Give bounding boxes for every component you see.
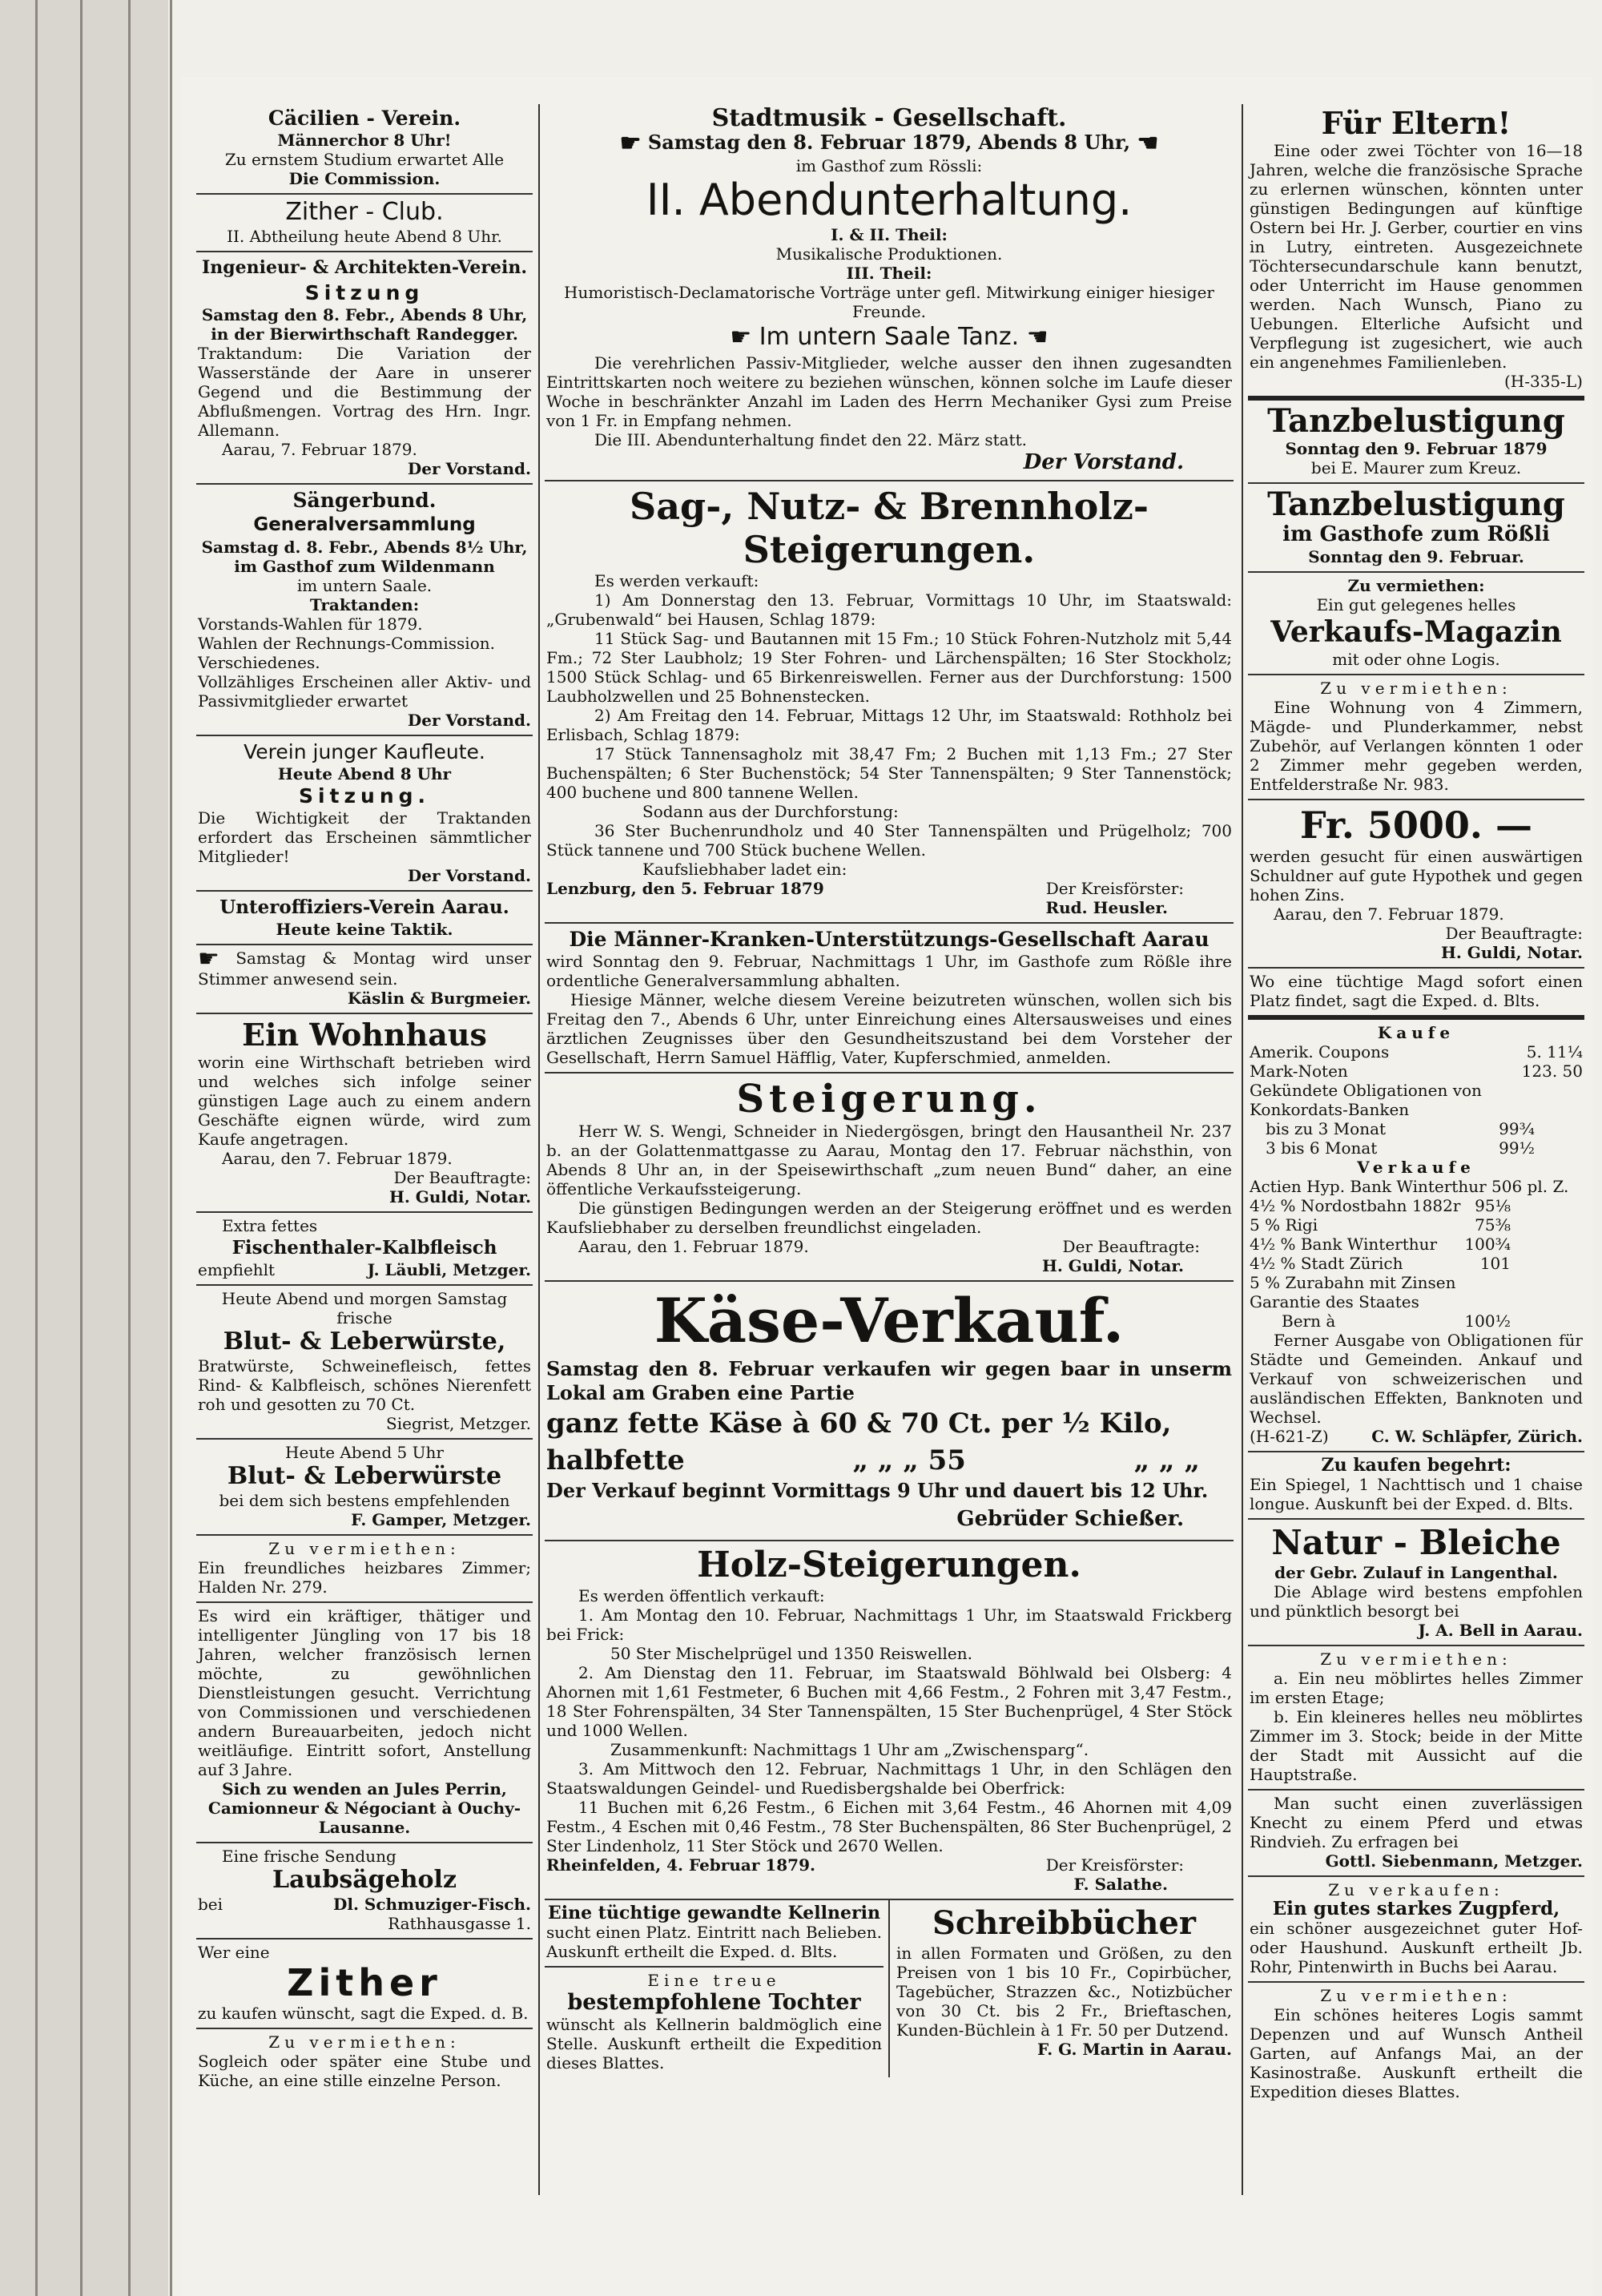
ad-signature: Gottl. Siebenmann, Metzger. bbox=[1325, 1851, 1583, 1871]
ad-brennholz bbox=[545, 481, 1234, 924]
ad-body: in allen Formaten und Größen, zu den Preisen von 1 bis 10 Fr., Copirbücher, Tagebücher, Strazzen &c., Notizbücher von 30 Ct. bis 2 Fr., Brieftaschen, Kunden-Büchlein à 1 Fr. 50 per Dutzend. bbox=[896, 1944, 1232, 2040]
ad-line: empfiehlt bbox=[198, 1259, 276, 1279]
table-cell: Amerik. Coupons bbox=[1250, 1042, 1390, 1061]
ad-unteroffiziers bbox=[196, 892, 533, 945]
ad-kellnerin bbox=[545, 1900, 884, 1968]
column-left bbox=[196, 103, 533, 2195]
ad-line: im Gasthof zum Wildenmann bbox=[234, 557, 495, 576]
ad-kalbfleisch bbox=[196, 1213, 533, 1286]
ad-body: 1. Am Montag den 10. Februar, Nachmittags 1 Uhr, im Staatswald Frickberg bei Frick: bbox=[546, 1605, 1232, 1644]
ad-body: 3. Am Mittwoch den 12. Februar, Nachmittags 1 Uhr, in den Schlägen den Staatswaldungen Geindel- und Ruedisbergshalde bei Oberfrick: bbox=[546, 1759, 1232, 1798]
ad-subtitle: im Gasthofe zum Rößli bbox=[1282, 522, 1550, 546]
ad-line: Sonntag den 9. Februar 1879 bbox=[1285, 439, 1548, 458]
pointing-hand-icon: ☛ bbox=[619, 129, 642, 158]
ad-line: I. & II. Theil: bbox=[831, 224, 948, 244]
ad-natur-bleiche bbox=[1248, 1520, 1584, 1646]
ad-date: Aarau, 7. Februar 1879. bbox=[222, 440, 417, 459]
ad-body: sucht einen Platz. Eintritt nach Belieben. Auskunft ertheilt die Exped. d. Blts. bbox=[546, 1923, 882, 1961]
ad-line: mit oder ohne Logis. bbox=[1332, 650, 1500, 669]
table-cell: 5. 11¼ bbox=[1526, 1042, 1583, 1061]
spine-edge-2 bbox=[80, 0, 83, 2296]
ad-signature: Rud. Heusler. bbox=[1045, 898, 1168, 917]
ad-line: Heute keine Taktik. bbox=[276, 920, 453, 939]
ad-subtitle: Generalversammlung bbox=[253, 514, 476, 535]
ad-blutwurst-siegrist bbox=[196, 1286, 533, 1440]
table-cell: 75⅜ bbox=[1475, 1215, 1511, 1235]
column-right bbox=[1248, 103, 1584, 2195]
ad-body: a. Ein neu möblirtes helles Zimmer im ersten Etage; bbox=[1250, 1669, 1583, 1707]
ad-wohnung bbox=[1248, 675, 1584, 800]
ad-line: Heute Abend 8 Uhr bbox=[277, 764, 452, 783]
ad-head: Zu vermiethen: bbox=[1320, 1649, 1512, 1669]
ad-title: Unteroffiziers-Verein Aarau. bbox=[219, 896, 509, 918]
ad-steigerung bbox=[545, 1073, 1234, 1282]
ad-head: Zu vermiethen: bbox=[1320, 1986, 1512, 2005]
ad-body: Wo eine tüchtige Magd sofort einen Platz findet, sagt die Exped. d. Blts. bbox=[1250, 972, 1583, 1010]
ad-title: Natur - Bleiche bbox=[1271, 1523, 1561, 1562]
table-cell: Actien Hyp. Bank Winterthur 506 pl. Z. bbox=[1250, 1177, 1569, 1196]
ad-verkaufs-magazin bbox=[1248, 573, 1584, 675]
ad-line: Eine treue bbox=[647, 1971, 781, 1990]
ad-signature: Die Commission. bbox=[288, 169, 441, 188]
ad-title: Schreibbücher bbox=[932, 1904, 1197, 1942]
ad-split-row bbox=[545, 1900, 1234, 2077]
ad-body: Bratwürste, Schweinefleisch, fettes Rind- & Kalbfleisch, schönes Nierenfett roh und gesotten zu 70 Ct. bbox=[198, 1355, 531, 1414]
ad-line: Extra fettes bbox=[222, 1215, 318, 1235]
ad-caecilien bbox=[196, 103, 533, 195]
column-rule-right bbox=[1242, 104, 1243, 2195]
ad-signature: Der Vorstand. bbox=[407, 459, 531, 478]
ad-title: Zu vermiethen: bbox=[268, 2032, 461, 2052]
ad-body: zu kaufen wünscht, sagt die Exped. d. B. bbox=[198, 2003, 529, 2023]
ad-signature: J. Läubli, Metzger. bbox=[367, 1259, 531, 1279]
price-line: ganz fette Käse à 60 & 70 Ct. per ½ Kilo, bbox=[546, 1408, 1172, 1440]
ad-line: Kaufsliebhaber ladet ein: bbox=[642, 860, 847, 879]
ad-code: (H-335-L) bbox=[1503, 372, 1583, 391]
ad-subtitle: Sitzung. bbox=[298, 784, 431, 808]
ad-date: Rheinfelden, 4. Februar 1879. bbox=[546, 1855, 815, 1875]
ad-split-left bbox=[545, 1900, 890, 2077]
ad-line: Männerchor 8 Uhr! bbox=[277, 131, 452, 150]
ad-blutwurst-gamper bbox=[196, 1440, 533, 1536]
ad-role: Der Beauftragte: bbox=[1062, 1237, 1200, 1256]
book-spine bbox=[0, 0, 168, 2296]
ad-body: Ein freundliches heizbares Zimmer; Halden Nr. 279. bbox=[198, 1557, 531, 1597]
ad-body: wird Sonntag den 9. Februar, Nachmittags 1 Uhr, im Gasthofe zum Rößle ihre ordentliche Generalversammlung abhalten. bbox=[546, 952, 1232, 990]
ad-title: Tanzbelustigung bbox=[1267, 402, 1565, 440]
ad-title: Tanzbelustigung bbox=[1267, 485, 1565, 523]
price-ditto: „ „ „ bbox=[1133, 1444, 1200, 1476]
ad-role: Der Beauftragte: bbox=[393, 1167, 531, 1187]
ad-body: Traktandum: Die Variation der Wasserstände der Aare in unserer Gegend und die Bestimmung der Abflußmengen. Vortrag des Hrn. Ingr. Allemann. bbox=[198, 344, 531, 440]
spine-edge-4 bbox=[170, 0, 172, 2296]
ad-line: Musikalische Produktionen. bbox=[775, 244, 1003, 264]
column-rule-left bbox=[538, 104, 540, 2195]
ad-title: Die Männer-Kranken-Unterstützungs-Gesellschaft Aarau bbox=[569, 928, 1210, 951]
table-cell: 99¾ bbox=[1499, 1119, 1535, 1138]
ad-body: worin eine Wirthschaft betrieben wird und welches sich infolge seiner günstigen Lage auch zu einem andern Geschäfte eignen würde, wird zum Kaufe angetragen. bbox=[198, 1052, 531, 1149]
ad-role: Der Beauftragte: bbox=[1445, 924, 1583, 943]
ad-body: ein schöner ausgezeichnet guter Hof- oder Haushund. Auskunft ertheilt Jb. Rohr, Pintenwirth in Buchs bei Aarau. bbox=[1250, 1919, 1583, 1976]
ad-body: Hiesige Männer, welche diesem Vereine beizutreten wünschen, wollen sich bis Freitag den 7., Abends 6 Uhr, unter Einreichung eines Altersausweises und eines ärztlichen Zeugnisses über den Gesundheitszustand bei dem Vorsteher der Gesellschaft, Herrn Samuel Häfflig, Vater, Kupferschmied, anmelden. bbox=[546, 990, 1232, 1067]
ad-body: Die Wichtigkeit der Traktanden erfordert das Erscheinen sämmtlicher Mitglieder! bbox=[198, 808, 531, 866]
table-cell: 101 bbox=[1479, 1254, 1511, 1273]
ad-body: Die verehrlichen Passiv-Mitglieder, welche ausser den ihnen zugesandten Eintrittskarten noch weitere zu beziehen wünschen, können solche im Laufe dieser Woche in beschränkter Anzahl im Laden des Herrn Mechaniker Gysi zum Preise von 1 Fr. in Empfang nehmen. bbox=[546, 353, 1232, 430]
ad-stube bbox=[196, 2029, 533, 2095]
ad-body: Es wird ein kräftiger, thätiger und intelligenter Jüngling von 17 bis 18 Jahren, welcher französisch lernen möchte, zu gewöhnlichen Dienstleistungen gesucht. Verrichtung von Commissionen und verschiedenen andern Bureauarbeiten, jedoch nicht weitläufige. Eintritt sofort, Anstellung auf 3 Jahre. bbox=[198, 1605, 531, 1779]
ad-signature: J. A. Bell in Aarau. bbox=[1418, 1621, 1583, 1640]
ad-date: Aarau, den 7. Februar 1879. bbox=[1274, 904, 1504, 924]
table-cell: 100¾ bbox=[1464, 1235, 1511, 1254]
ad-line: bei E. Maurer zum Kreuz. bbox=[1310, 458, 1522, 477]
pointing-hand-icon: ☛ bbox=[198, 945, 219, 973]
table-cell: 95⅛ bbox=[1475, 1196, 1511, 1215]
ad-line: III. Theil: bbox=[846, 263, 932, 283]
ad-line: in der Bierwirthschaft Randegger. bbox=[211, 324, 518, 344]
ad-body: Herr W. S. Wengi, Schneider in Niedergösgen, bringt den Hausantheil Nr. 237 b. an der Golattenmattgasse zu Aarau, Montag den 17. Februar nächsthin, von Abends 8 Uhr an, in der Speisewirthschaft „zum neuen Bund“ daher, an eine öffentliche Verkaufssteigerung. bbox=[546, 1122, 1232, 1198]
ad-body: Samstag & Montag wird unser Stimmer anwesend sein. bbox=[198, 949, 531, 989]
pointing-hand-icon: ☚ bbox=[1026, 323, 1049, 351]
ad-line: Heute Abend 5 Uhr bbox=[285, 1442, 444, 1462]
ad-logis-garten bbox=[1248, 1983, 1584, 2106]
list-item: Verschiedenes. bbox=[198, 653, 320, 672]
ad-date: Lenzburg, den 5. Februar 1879 bbox=[546, 879, 824, 898]
ad-body: 11 Stück Sag- und Bautannen mit 15 Fm.; 10 Stück Fohren-Nutzholz mit 5,44 Fm.; 72 Ster Laubholz; 19 Ster Fohren- und Lärchenspälten; 16 Ster Stockholz; 1500 Stück Schlag- und 65 Birkenreiswellen. Ferner aus der Durchforstung: 1500 Laubholzwellen und 25 Bohnenstecken. bbox=[546, 629, 1232, 706]
ad-title: Sag-, Nutz- & Brennholz- bbox=[630, 485, 1149, 528]
ad-body: Ein schönes heiteres Logis sammt Depenzen und auf Wunsch Antheil Garten, auf Anfangs Mai, an der Kasinostraße. Auskunft ertheilt die Expedition dieses Blattes. bbox=[1250, 2005, 1583, 2101]
ad-title: Zu vermiethen: bbox=[268, 1538, 461, 1558]
ad-signature: C. W. Schläpfer, Zürich. bbox=[1371, 1427, 1583, 1446]
ad-title: Für Eltern! bbox=[1321, 105, 1511, 141]
ad-laubsaegeholz bbox=[196, 1843, 533, 1940]
table-cell: 4½ % Bank Winterthur bbox=[1250, 1235, 1438, 1254]
ad-subtitle: Sitzung bbox=[304, 281, 425, 304]
ad-signature: F. Gamper, Metzger. bbox=[351, 1509, 531, 1529]
ad-line: Gekündete Obligationen von Konkordats-Banken bbox=[1250, 1081, 1482, 1119]
ad-signature: Der Vorstand. bbox=[407, 866, 531, 885]
ad-head: Zu kaufen begehrt: bbox=[1321, 1455, 1511, 1476]
ad-date: Samstag den 8. Februar 1879, Abends 8 Uhr, bbox=[647, 131, 1131, 154]
ad-body: 2) Am Freitag den 14. Februar, Mittags 12 Uhr, im Staatswald: Rothholz bei Erlisbach, Schlag 1879: bbox=[546, 706, 1232, 744]
ad-tanz-roessli bbox=[1248, 484, 1584, 573]
ad-line: II. Abtheilung heute Abend 8 Uhr. bbox=[227, 227, 502, 246]
ad-line: im Gasthof zum Rössli: bbox=[795, 155, 983, 175]
ad-body: Ein Spiegel, 1 Nachttisch und 1 chaise longue. Auskunft bei der Exped. d. Blts. bbox=[1250, 1475, 1583, 1513]
ad-date: Aarau, den 1. Februar 1879. bbox=[578, 1237, 809, 1256]
ad-juengling bbox=[196, 1603, 533, 1843]
ad-body: Die Ablage wird bestens empfohlen und pünktlich besorgt bei bbox=[1250, 1582, 1583, 1621]
ad-body: 2. Am Dienstag den 11. Februar, im Staatswald Böhlwald bei Olsberg: 4 Ahornen mit 1,61 Festmeter, 6 Buchen mit 4,66 Festm., 2 Fohren mit 3,47 Festm., 18 Ster Fohrenspälten, 34 Ster Tannenspälten, 15 Ster Buchenprügel, 4 Ster Stöck und 1000 Wellen. bbox=[546, 1663, 1232, 1740]
ad-body: Die günstigen Bedingungen werden an der Steigerung eröffnet und es werden Kaufsliebhaber zu derselben freundlichst eingeladen. bbox=[546, 1198, 1232, 1237]
ad-saengerbund bbox=[196, 485, 533, 736]
ad-body: Samstag den 8. Februar verkaufen wir gegen baar in unserm Lokal am Graben eine Partie bbox=[546, 1357, 1232, 1404]
ad-kaese-verkauf bbox=[545, 1282, 1234, 1541]
spine-edge-1 bbox=[35, 0, 38, 2296]
list-item: Vorstands-Wahlen für 1879. bbox=[198, 614, 423, 634]
ad-line: Es werden verkauft: bbox=[594, 571, 759, 590]
ad-body: Eine Wohnung von 4 Zimmern, Mägde- und Plunderkammer, nebst Zubehör, auf Verlangen könnten 1 oder 2 Zimmer mehr gegeben werden, Entfelderstraße Nr. 983. bbox=[1250, 698, 1583, 794]
table-cell: Bern à bbox=[1282, 1311, 1336, 1331]
ad-body: Die III. Abendunterhaltung findet den 22. März statt. bbox=[594, 430, 1027, 449]
list-item: Wahlen der Rechnungs-Commission. bbox=[198, 634, 495, 653]
ad-signature: Der Vorstand. bbox=[1023, 450, 1184, 474]
ad-title: Steigerungen. bbox=[743, 528, 1036, 571]
ad-role: Der Kreisförster: bbox=[1045, 879, 1184, 898]
ad-body: Man sucht einen zuverlässigen Knecht zu einem Pferd und etwas Rindvieh. Zu erfragen bei bbox=[1250, 1794, 1583, 1851]
ad-zugpferd bbox=[1248, 1877, 1584, 1983]
ad-code: (H-621-Z) bbox=[1250, 1427, 1329, 1446]
ad-title: bestempfohlene Tochter bbox=[567, 1990, 861, 2015]
table-cell: Mark-Noten bbox=[1250, 1061, 1348, 1081]
ad-tanz-kreuz bbox=[1248, 401, 1584, 484]
pointing-hand-icon: ☚ bbox=[1137, 129, 1159, 158]
ad-title: Blut- & Leberwürste bbox=[227, 1461, 502, 1490]
ad-title: Zither bbox=[287, 1960, 442, 2004]
ad-body: 17 Stück Tannensagholz mit 38,47 Fm; 2 Buchen mit 1,13 Fm.; 27 Ster Buchenspälten; 6 Ster Buchenstöck; 54 Ster Tannenspälten; 9 Ster Tannenstöck; 400 buchene und 800 tannene Wellen. bbox=[546, 744, 1232, 802]
ad-title: Cäcilien - Verein. bbox=[268, 107, 461, 130]
ad-line: Sich zu wenden an Jules Perrin, bbox=[222, 1778, 507, 1799]
table-cell: 100½ bbox=[1464, 1311, 1511, 1331]
ad-zimmer-moebliert bbox=[1248, 1646, 1584, 1790]
ad-knecht bbox=[1248, 1790, 1584, 1877]
ad-title: Ein Wohnhaus bbox=[242, 1016, 487, 1053]
ad-line: der Gebr. Zulauf in Langenthal. bbox=[1274, 1563, 1558, 1582]
ad-line: bei dem sich bestens empfehlenden bbox=[219, 1490, 510, 1510]
ad-title: Steigerung. bbox=[736, 1077, 1042, 1122]
ad-line: 50 Ster Mischelprügel und 1350 Reiswellen. bbox=[610, 1644, 972, 1663]
ad-fuer-eltern bbox=[1248, 103, 1584, 401]
ad-line: Humoristisch-Declamatorische Vorträge unter gefl. Mitwirkung einiger hiesiger Freunde. bbox=[564, 282, 1214, 321]
ad-signature: Gebrüder Schießer. bbox=[956, 1507, 1184, 1531]
ad-line: Sonntag den 9. Februar. bbox=[1308, 547, 1524, 566]
ad-line: Zu ernstem Studium erwartet Alle bbox=[224, 150, 505, 169]
ad-subtitle: Im untern Saale Tanz. bbox=[759, 322, 1020, 351]
ad-line: Eine frische Sendung bbox=[222, 1846, 396, 1866]
ad-body: Vollzähliges Erscheinen aller Aktiv- und Passivmitglieder erwartet bbox=[198, 672, 531, 711]
ad-address: Rathhausgasse 1. bbox=[388, 1913, 531, 1933]
column-middle bbox=[545, 103, 1234, 2195]
ad-title: Ingenieur- & Architekten-Verein. bbox=[201, 257, 528, 278]
ad-title: Verkaufs-Magazin bbox=[1270, 615, 1562, 649]
table-cell: 5 % Zurabahn mit Zinsen Garantie des Staates bbox=[1250, 1273, 1456, 1311]
ad-signature: Siegrist, Metzger. bbox=[386, 1413, 531, 1433]
ad-wohnhaus bbox=[196, 1014, 533, 1213]
ad-magd bbox=[1248, 969, 1584, 1020]
ad-line: im untern Saale. bbox=[296, 576, 433, 595]
ad-signature: F. Salathe. bbox=[1073, 1875, 1168, 1894]
table-cell: 4½ % Stadt Zürich bbox=[1250, 1254, 1403, 1273]
pointing-hand-icon: ☛ bbox=[730, 323, 752, 351]
ad-line: Ein gut gelegenes helles bbox=[1316, 595, 1516, 614]
ad-ingenieur-verein bbox=[196, 252, 533, 485]
ad-signature: H. Guldi, Notar. bbox=[1041, 1256, 1184, 1275]
ad-zimmer-halden bbox=[196, 1536, 533, 1603]
ad-title: Stadtmusik - Gesellschaft. bbox=[711, 104, 1067, 132]
ad-body: 36 Ster Buchenrundholz und 40 Ster Tannenspälten und Prügelholz; 700 Stück tannene und 700 Stück buchene Wellen. bbox=[546, 821, 1232, 860]
ad-line: Samstag den 8. Febr., Abends 8 Uhr, bbox=[201, 305, 528, 324]
ad-body: Ferner Ausgabe von Obligationen für Städte und Gemeinden. Ankauf und Verkauf von schweizerischen und ausländischen Effekten, Banknoten und Wechsel. bbox=[1250, 1331, 1583, 1427]
ad-title: Fischenthaler-Kalbfleisch bbox=[231, 1236, 497, 1259]
ad-line: Camionneur & Négociant à Ouchy-Lausanne. bbox=[207, 1798, 521, 1837]
table-cell: 123. 50 bbox=[1521, 1061, 1583, 1081]
ad-body: Sogleich oder später eine Stube und Küche, an eine stille einzelne Person. bbox=[198, 2051, 531, 2090]
ad-title: Sängerbund. bbox=[292, 489, 437, 512]
ad-kurse bbox=[1248, 1020, 1584, 1452]
ad-body: 11 Buchen mit 6,26 Festm., 6 Eichen mit 3,64 Festm., 46 Ahornen mit 4,09 Festm., 4 Eschen mit 0,46 Festm., 78 Ster Buchenspälten, 86 Ster Buchenprügel, 2 Ster Lindenholz, 11 Ster Stöck und 2670 Wellen. bbox=[546, 1798, 1232, 1855]
ad-line: Sodann aus der Durchforstung: bbox=[642, 802, 899, 821]
ad-title: Laubsägeholz bbox=[272, 1865, 457, 1894]
ad-head: Zu verkaufen: bbox=[1328, 1880, 1504, 1899]
ad-title: Verein junger Kaufleute. bbox=[244, 740, 485, 763]
ad-title: Ein gutes starkes Zugpferd, bbox=[1272, 1898, 1560, 1919]
ad-zither-club bbox=[196, 195, 533, 252]
ad-line: Heute Abend und morgen Samstag frische bbox=[221, 1288, 508, 1327]
ad-body: 1) Am Donnerstag den 13. Februar, Vormittags 10 Uhr, im Staatswald: „Grubenwald“ bei Hausen, Schlag 1879: bbox=[546, 590, 1232, 629]
ad-signature: F. G. Martin in Aarau. bbox=[1037, 2040, 1232, 2059]
table-cell: 99½ bbox=[1499, 1138, 1535, 1158]
ad-signature: Der Vorstand. bbox=[407, 711, 531, 730]
ad-title: Zither - Club. bbox=[285, 198, 444, 226]
spine-edge-3 bbox=[128, 0, 131, 2296]
ad-line: Samstag d. 8. Febr., Abends 8½ Uhr, bbox=[201, 538, 528, 557]
ad-line: Es werden öffentlich verkauft: bbox=[578, 1586, 825, 1605]
ad-title: Käse-Verkauf. bbox=[654, 1285, 1125, 1356]
ad-title: Fr. 5000. — bbox=[1300, 804, 1532, 847]
ad-event: II. Abendunterhaltung. bbox=[646, 174, 1133, 225]
ad-kranken-gesellschaft bbox=[545, 924, 1234, 1073]
ad-head: Verkaufe bbox=[1357, 1158, 1475, 1177]
ad-body: b. Ein kleineres helles neu möblirtes Zimmer im 3. Stock; beide in der Mitte der Stadt mit Aussicht auf die Hauptstraße. bbox=[1250, 1707, 1583, 1784]
ad-signature: H. Guldi, Notar. bbox=[388, 1186, 531, 1206]
ad-body: Der Verkauf beginnt Vormittags 9 Uhr und dauert bis 12 Uhr. bbox=[546, 1479, 1209, 1502]
ad-line: bei bbox=[198, 1894, 223, 1914]
ad-split-right bbox=[890, 1900, 1234, 2077]
ad-head: Kaufe bbox=[1377, 1023, 1455, 1042]
table-cell: 4½ % Nordostbahn 1882r bbox=[1250, 1196, 1461, 1215]
ad-stimmer bbox=[196, 945, 533, 1014]
ad-tochter bbox=[545, 1968, 884, 2077]
ad-holz-steigerungen bbox=[545, 1541, 1234, 1900]
ad-role: Der Kreisförster: bbox=[1045, 1855, 1184, 1875]
ad-junge-kaufleute bbox=[196, 736, 533, 892]
ad-title: Holz-Steigerungen. bbox=[697, 1545, 1081, 1585]
ad-body: werden gesucht für einen auswärtigen Schuldner auf gute Hypothek und gegen hohen Zins. bbox=[1250, 847, 1583, 904]
ad-title: Eine tüchtige gewandte Kellnerin bbox=[548, 1903, 880, 1923]
price-value: „ „ „ 55 bbox=[852, 1444, 966, 1476]
ad-date: Aarau, den 7. Februar 1879. bbox=[222, 1148, 453, 1168]
table-cell: 3 bis 6 Monat bbox=[1266, 1138, 1378, 1158]
ad-line: Traktanden: bbox=[309, 595, 420, 614]
ad-schreibbuecher bbox=[895, 1900, 1234, 2064]
ad-body: wünscht als Kellnerin baldmöglich eine Stelle. Auskunft ertheilt die Expedition dieses Blattes. bbox=[546, 2015, 882, 2072]
ad-head: Zu vermiethen: bbox=[1347, 576, 1485, 595]
ad-head: Zu vermiethen: bbox=[1320, 679, 1512, 698]
ad-body: Eine oder zwei Töchter von 16—18 Jahren, welche die französische Sprache zu erlernen wünschen, könnten unter günstigen Bedingungen auf künftige Ostern bei Hr. J. Gerber, courtier en vins in Lutry, eintreten. Ausgezeichnete Töchtersecundarschule kann benutzt, oder Unterricht im Hause genommen werden. Nach Wunsch, Piano zu Uebungen. Elterliche Aufsicht und Verpflegung ist zugesichert, wie auch ein angenehmes Familienleben. bbox=[1250, 141, 1583, 372]
table-cell: 5 % Rigi bbox=[1250, 1215, 1318, 1235]
price-label: halbfette bbox=[546, 1444, 685, 1476]
ad-title: Blut- & Leberwürste, bbox=[223, 1327, 506, 1355]
ad-signature: Dl. Schmuziger-Fisch. bbox=[333, 1894, 531, 1914]
ad-line: Wer eine bbox=[198, 1942, 270, 1962]
ad-zither-kauf bbox=[196, 1940, 533, 2029]
ad-stadtmusik bbox=[545, 103, 1234, 481]
ad-signature: H. Guldi, Notar. bbox=[1440, 943, 1583, 962]
ad-zu-kaufen bbox=[1248, 1452, 1584, 1520]
table-cell: bis zu 3 Monat bbox=[1266, 1119, 1387, 1138]
ad-line: Zusammenkunft: Nachmittags 1 Uhr am „Zwischensparg“. bbox=[610, 1740, 1089, 1759]
ad-fr-5000 bbox=[1248, 800, 1584, 969]
ad-signature: Käslin & Burgmeier. bbox=[347, 988, 531, 1008]
